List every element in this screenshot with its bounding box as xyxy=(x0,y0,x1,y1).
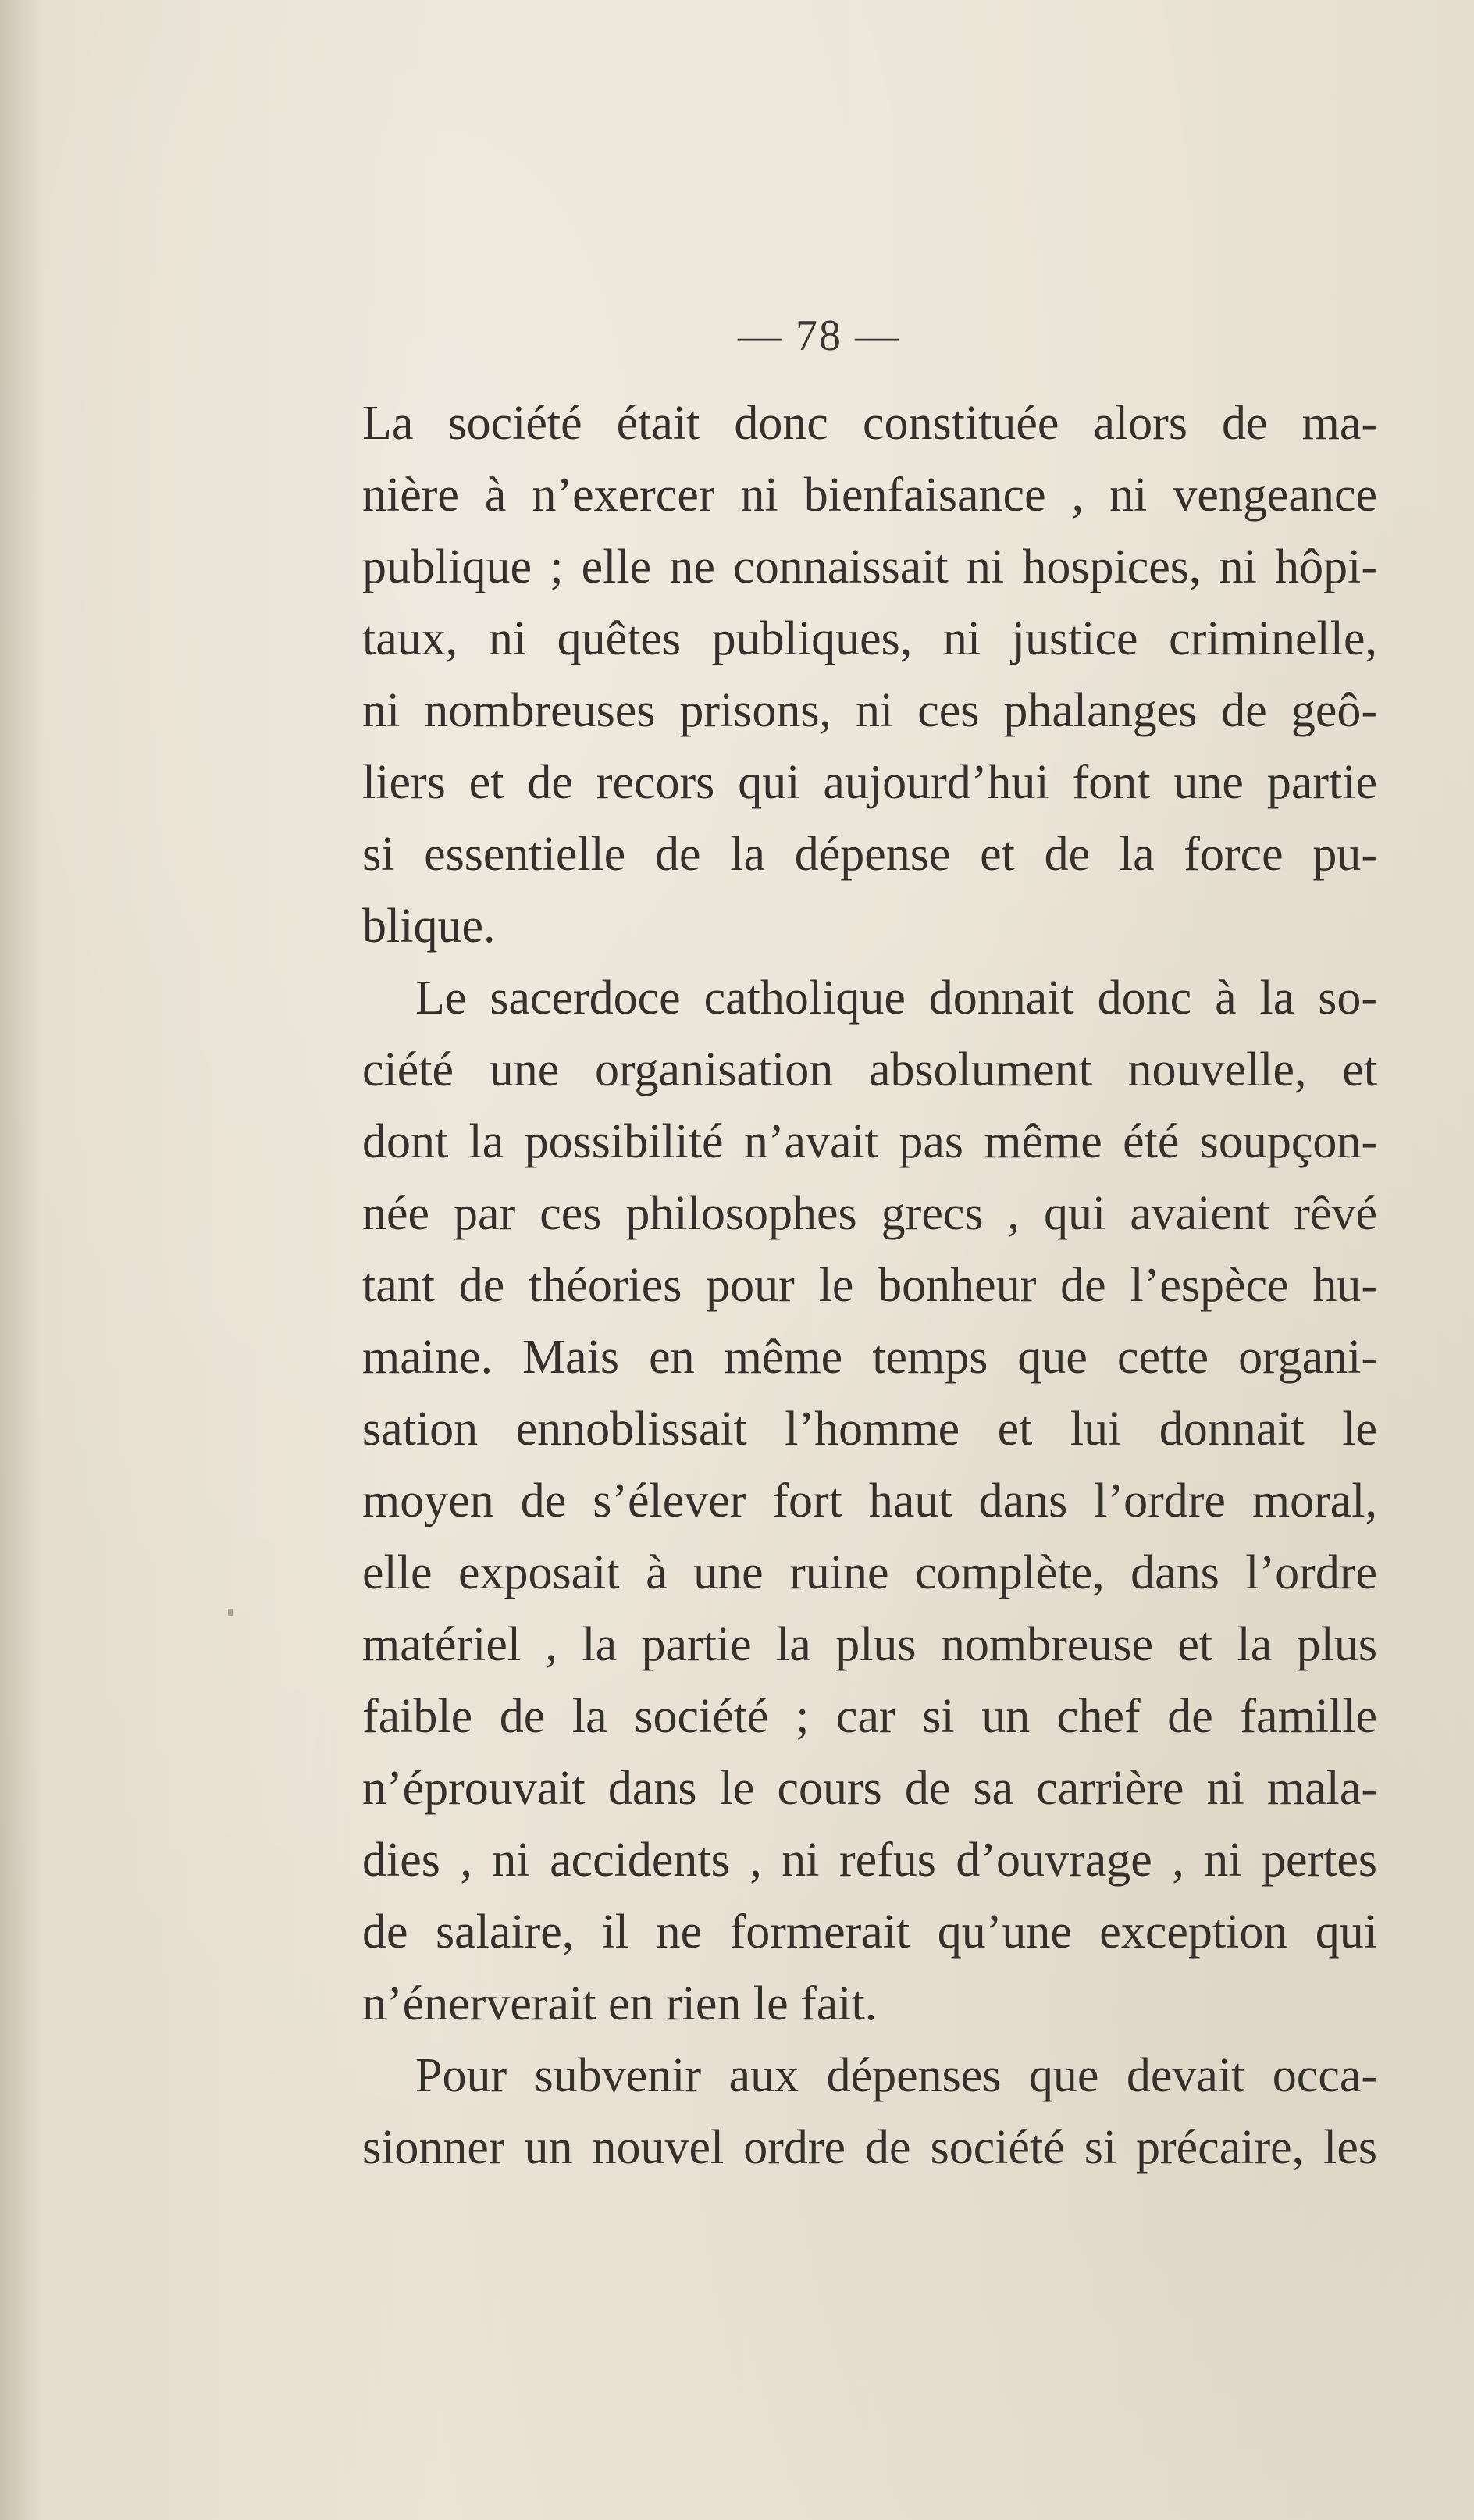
text-line: faible de la société ; car si un chef de famille xyxy=(362,1690,1377,1743)
body-text xyxy=(362,387,1377,2183)
text-line: La société était donc constituée alors de ma- xyxy=(362,397,1377,450)
text-line: ciété une organisation absolument nouvelle, et xyxy=(362,1043,1377,1096)
text-line: dont la possibilité n’avait pas même été soupçon- xyxy=(362,1115,1377,1168)
text-line: n’éprouvait dans le cours de sa carrière ni mala- xyxy=(362,1762,1377,1815)
text-line: maine. Mais en même temps que cette organi- xyxy=(362,1331,1377,1384)
text-line: nière à n’exercer ni bienfaisance , ni vengeance xyxy=(362,469,1377,522)
text-line: publique ; elle ne connaissait ni hospices, ni hôpi- xyxy=(362,540,1377,593)
text-line: ni nombreuses prisons, ni ces phalanges de geô- xyxy=(362,684,1377,737)
text-line: née par ces philosophes grecs , qui avaient rêvé xyxy=(362,1187,1377,1240)
text-line: Pour subvenir aux dépenses que devait occa- xyxy=(415,2049,1377,2102)
text-line: sation ennoblissait l’homme et lui donnait le xyxy=(362,1403,1377,1456)
paper-speck xyxy=(228,1609,233,1616)
text-line: dies , ni accidents , ni refus d’ouvrage , ni pertes xyxy=(362,1834,1377,1887)
page-gutter-shadow xyxy=(0,0,43,2520)
page-number: — 78 — xyxy=(738,312,900,360)
text-line: moyen de s’élever fort haut dans l’ordre moral, xyxy=(362,1474,1377,1527)
text-line: blique. xyxy=(362,900,496,953)
text-line: elle exposait à une ruine complète, dans l’ordre xyxy=(362,1546,1377,1599)
text-line: si essentielle de la dépense et de la force pu- xyxy=(362,828,1377,881)
text-line: Le sacerdoce catholique donnait donc à la so- xyxy=(415,971,1377,1025)
text-line: tant de théories pour le bonheur de l’espèce hu- xyxy=(362,1259,1377,1312)
text-line: de salaire, il ne formerait qu’une exception qui xyxy=(362,1905,1377,1959)
text-line: sionner un nouvel ordre de société si précaire, les xyxy=(362,2121,1377,2174)
text-line: matériel , la partie la plus nombreuse et la plus xyxy=(362,1618,1377,1671)
text-line: n’énerverait en rien le fait. xyxy=(362,1977,878,2030)
text-line: liers et de recors qui aujourd’hui font une partie xyxy=(362,756,1377,809)
text-line: taux, ni quêtes publiques, ni justice criminelle, xyxy=(362,612,1377,665)
